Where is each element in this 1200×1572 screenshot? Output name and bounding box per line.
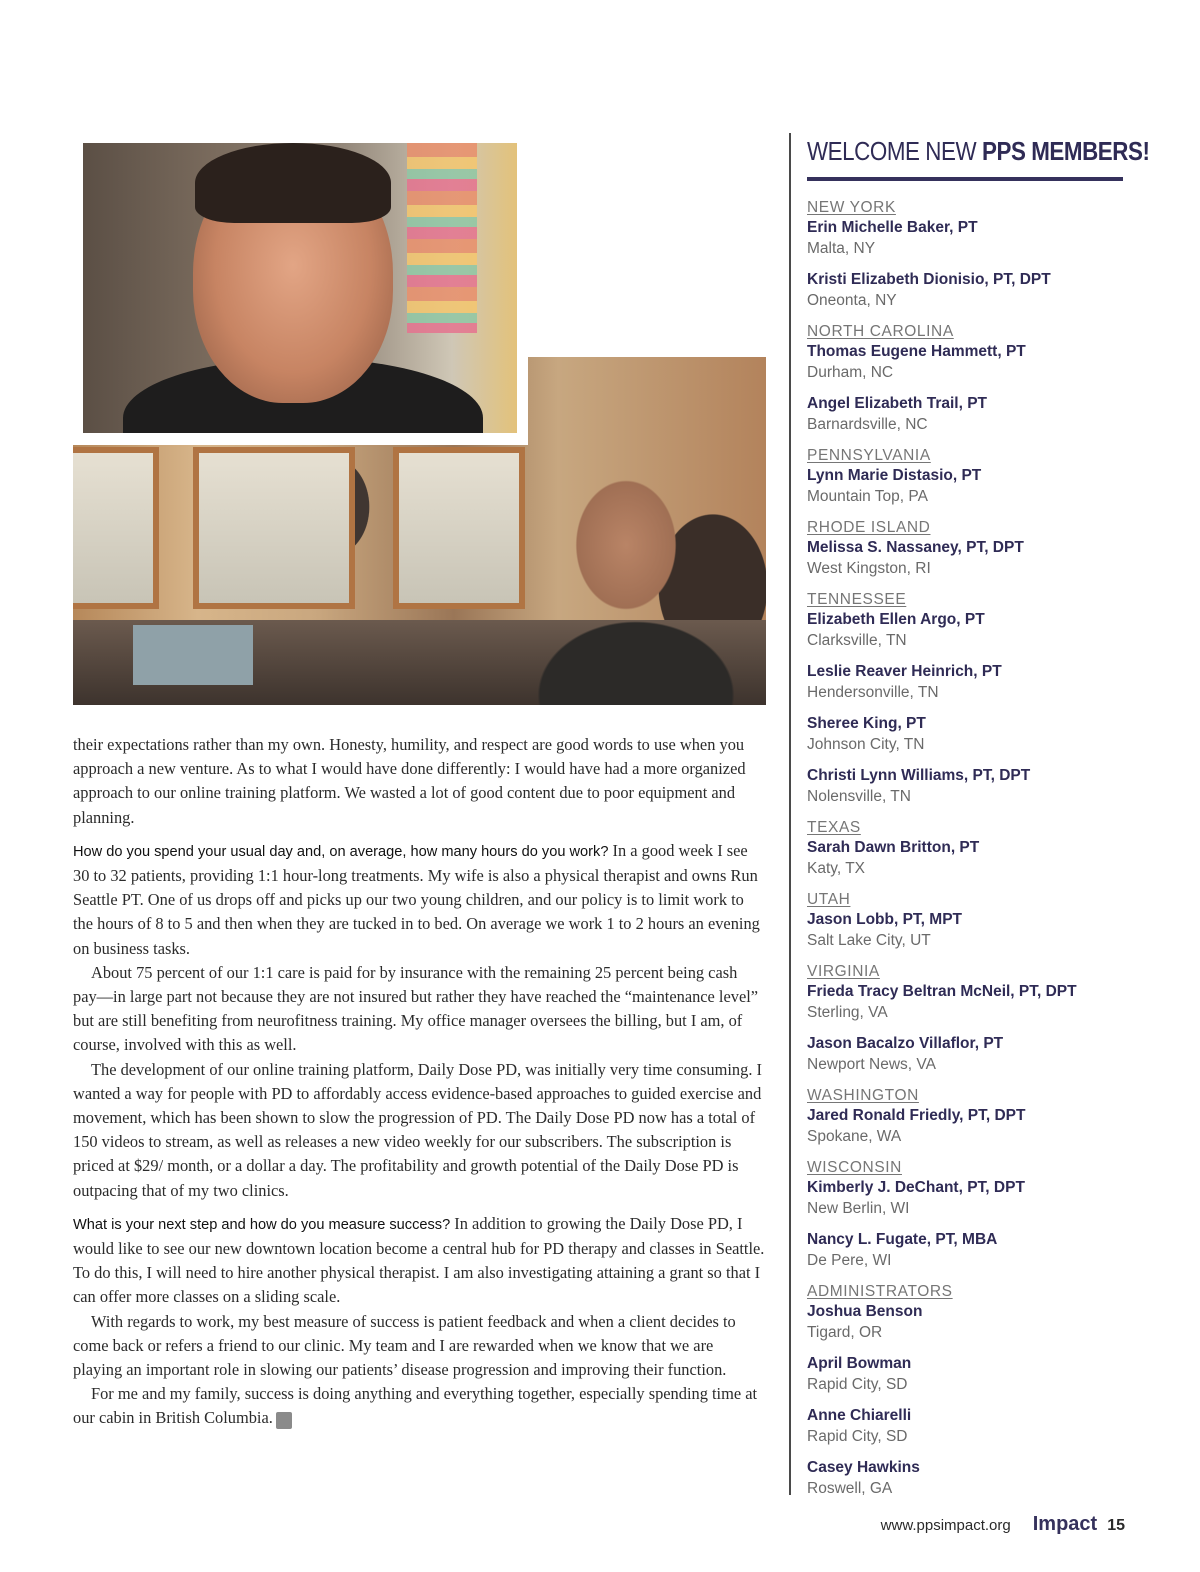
footer-url: www.ppsimpact.org: [880, 1517, 1011, 1534]
article-qa: [73, 1212, 765, 1310]
article-paragraph: About 75 percent of our 1:1 care is paid for by insurance with the remaining 25 percent being cash pay—in large part not because they are not insured but rather they have reached the “maintenance level” but are still benefiting from neurofitness training. My office manager oversees the billing, but I am, of course, involved with this as well.: [73, 962, 759, 1055]
member-name: Nancy L. Fugate, PT, MBA: [807, 1231, 998, 1248]
member-entry: [807, 394, 1167, 436]
member-name: Elizabeth Ellen Argo, PT: [807, 611, 985, 628]
member-entry: [807, 662, 1167, 704]
state-heading: PENNSYLVANIA: [807, 447, 931, 464]
member-location: Katy, TX: [807, 860, 866, 877]
member-location: New Berlin, WI: [807, 1200, 910, 1217]
member-location: Malta, NY: [807, 240, 876, 257]
member-name: April Bowman: [807, 1355, 912, 1372]
portrait-hair: [195, 143, 391, 223]
member-name: Casey Hawkins: [807, 1459, 920, 1476]
member-location: Hendersonville, TN: [807, 684, 939, 701]
member-entry: [807, 1458, 1167, 1500]
member-name: Christi Lynn Williams, PT, DPT: [807, 767, 1031, 784]
member-entry: [807, 466, 1167, 508]
member-entry: [807, 1178, 1167, 1220]
member-location: Clarksville, TN: [807, 632, 907, 649]
state-heading: NORTH CAROLINA: [807, 323, 954, 340]
member-entry: [807, 982, 1167, 1024]
member-location: De Pere, WI: [807, 1252, 892, 1269]
member-entry: [807, 610, 1167, 652]
member-entry: [807, 714, 1167, 756]
member-location: Barnardsville, NC: [807, 416, 928, 433]
member-name: Kimberly J. DeChant, PT, DPT: [807, 1179, 1025, 1196]
page-footer: [881, 1513, 1125, 1539]
member-location: Mountain Top, PA: [807, 488, 928, 505]
member-entry: [807, 1302, 1167, 1344]
member-name: Angel Elizabeth Trail, PT: [807, 395, 988, 412]
magazine-logo: Impact: [1032, 1513, 1098, 1535]
member-entry: [807, 838, 1167, 880]
member-name: Erin Michelle Baker, PT: [807, 219, 978, 236]
end-of-article-icon: I: [276, 1412, 292, 1429]
portrait-photo: [83, 143, 517, 433]
sidebar-title-bold: PPS MEMBERS!: [981, 136, 1150, 166]
article-paragraph: [73, 1382, 765, 1430]
state-heading: RHODE ISLAND: [807, 519, 931, 536]
member-name: Joshua Benson: [807, 1303, 923, 1320]
article-paragraph: With regards to work, my best measure of success is patient feedback and when a client decides to come back or refers a friend to our clinic. My team and I are rewarded when we know that we are playing an important role in slowing our patients’ disease progression and improving their function.: [73, 1311, 736, 1380]
state-heading: NEW YORK: [807, 199, 896, 216]
member-name: Lynn Marie Distasio, PT: [807, 467, 982, 484]
member-name: Frieda Tracy Beltran McNeil, PT, DPT: [807, 983, 1077, 1000]
member-entry: [807, 1406, 1167, 1448]
page-number: 15: [1107, 1517, 1125, 1534]
member-entry: [807, 1106, 1167, 1148]
interview-answer: In a good week I see 30 to 32 patients, providing 1:1 hour-long treatments. My wife is also a physical therapist and owns Run Seattle PT. One of us drops off and picks up our two young children, and our policy is to limit work to the hours of 8 to 5 and then when they are tucked in to bed. On average we work 1 to 2 hours an evening on business tasks.: [73, 840, 760, 958]
interview-question: How do you spend your usual day and, on average, how many hours do you work?: [73, 843, 609, 860]
article-qa: [73, 839, 765, 961]
sidebar-title: [807, 133, 1150, 169]
closing-text: For me and my family, success is doing anything and everything together, especially spending time at our cabin in British Columbia.: [73, 1384, 758, 1428]
window-frame: [193, 447, 355, 609]
member-entry: [807, 538, 1167, 580]
member-name: Leslie Reaver Heinrich, PT: [807, 663, 1002, 680]
state-heading: UTAH: [807, 891, 851, 908]
member-location: Rapid City, SD: [807, 1428, 908, 1445]
member-entry: [807, 270, 1167, 312]
member-name: Kristi Elizabeth Dionisio, PT, DPT: [807, 271, 1051, 288]
therapist-figure: [496, 465, 746, 705]
member-entry: [807, 218, 1167, 260]
state-heading: VIRGINIA: [807, 963, 880, 980]
sidebar-title-light: WELCOME NEW: [807, 136, 982, 166]
exercise-box: [133, 625, 253, 685]
article-paragraph: The development of our online training platform, Daily Dose PD, was initially very time consuming. I wanted a way for people with PD to affordably access evidence-based approaches to guided exercise and movement, which has been shown to slow the progression of PD. The Daily Dose PD now has a total of 150 videos to stream, as well as releases a new video weekly for our subscribers. The subscription is priced at $29/ month, or a dollar a day. The profitability and growth potential of the Daily Dose PD is outpacing that of my two clinics.: [73, 1059, 762, 1200]
state-heading: WASHINGTON: [807, 1087, 919, 1104]
member-location: West Kingston, RI: [807, 560, 931, 577]
member-entry: [807, 1230, 1167, 1272]
member-name: Melissa S. Nassaney, PT, DPT: [807, 539, 1024, 556]
member-name: Thomas Eugene Hammett, PT: [807, 343, 1026, 360]
member-location: Sterling, VA: [807, 1004, 888, 1021]
member-name: Anne Chiarelli: [807, 1407, 912, 1424]
state-heading: TENNESSEE: [807, 591, 907, 608]
member-location: Tigard, OR: [807, 1324, 883, 1341]
interview-answer: In addition to growing the Daily Dose PD, I would like to see our new downtown location become a central hub for PD therapy and classes in Seattle. To do this, I will need to hire another physical therapist. I am also investigating attaining a grant so that I can offer more classes on a sliding scale.: [73, 1213, 765, 1307]
sidebar-title-rule: [807, 177, 1123, 181]
member-location: Durham, NC: [807, 364, 894, 381]
member-location: Johnson City, TN: [807, 736, 925, 753]
member-name: Sarah Dawn Britton, PT: [807, 839, 980, 856]
state-heading: TEXAS: [807, 819, 861, 836]
state-heading: WISCONSIN: [807, 1159, 902, 1176]
member-entry: [807, 1354, 1167, 1396]
interview-question: What is your next step and how do you measure success?: [73, 1216, 451, 1233]
member-location: Roswell, GA: [807, 1480, 893, 1497]
state-heading: ADMINISTRATORS: [807, 1283, 953, 1300]
member-name: Jared Ronald Friedly, PT, DPT: [807, 1107, 1026, 1124]
member-name: Sheree King, PT: [807, 715, 926, 732]
window-frame: [73, 447, 159, 609]
member-location: Spokane, WA: [807, 1128, 902, 1145]
member-location: Nolensville, TN: [807, 788, 911, 805]
member-location: Oneonta, NY: [807, 292, 897, 309]
member-location: Rapid City, SD: [807, 1376, 908, 1393]
member-entry: [807, 342, 1167, 384]
member-name: Jason Lobb, PT, MPT: [807, 911, 963, 928]
color-chart: [407, 143, 477, 333]
member-name: Jason Bacalzo Villaflor, PT: [807, 1035, 1004, 1052]
article-body: [73, 733, 765, 1431]
member-location: Newport News, VA: [807, 1056, 936, 1073]
member-list: [807, 197, 1167, 1510]
article-paragraph: their expectations rather than my own. Honesty, humility, and respect are good words to use when you approach a new venture. As to what I would have done differently: I would have had a more organized approach to our online training platform. We wasted a lot of good content due to poor equipment and planning.: [73, 735, 746, 827]
member-entry: [807, 766, 1167, 808]
member-location: Salt Lake City, UT: [807, 932, 931, 949]
member-entry: [807, 910, 1167, 952]
member-entry: [807, 1034, 1167, 1076]
sidebar-divider: [789, 133, 791, 1495]
